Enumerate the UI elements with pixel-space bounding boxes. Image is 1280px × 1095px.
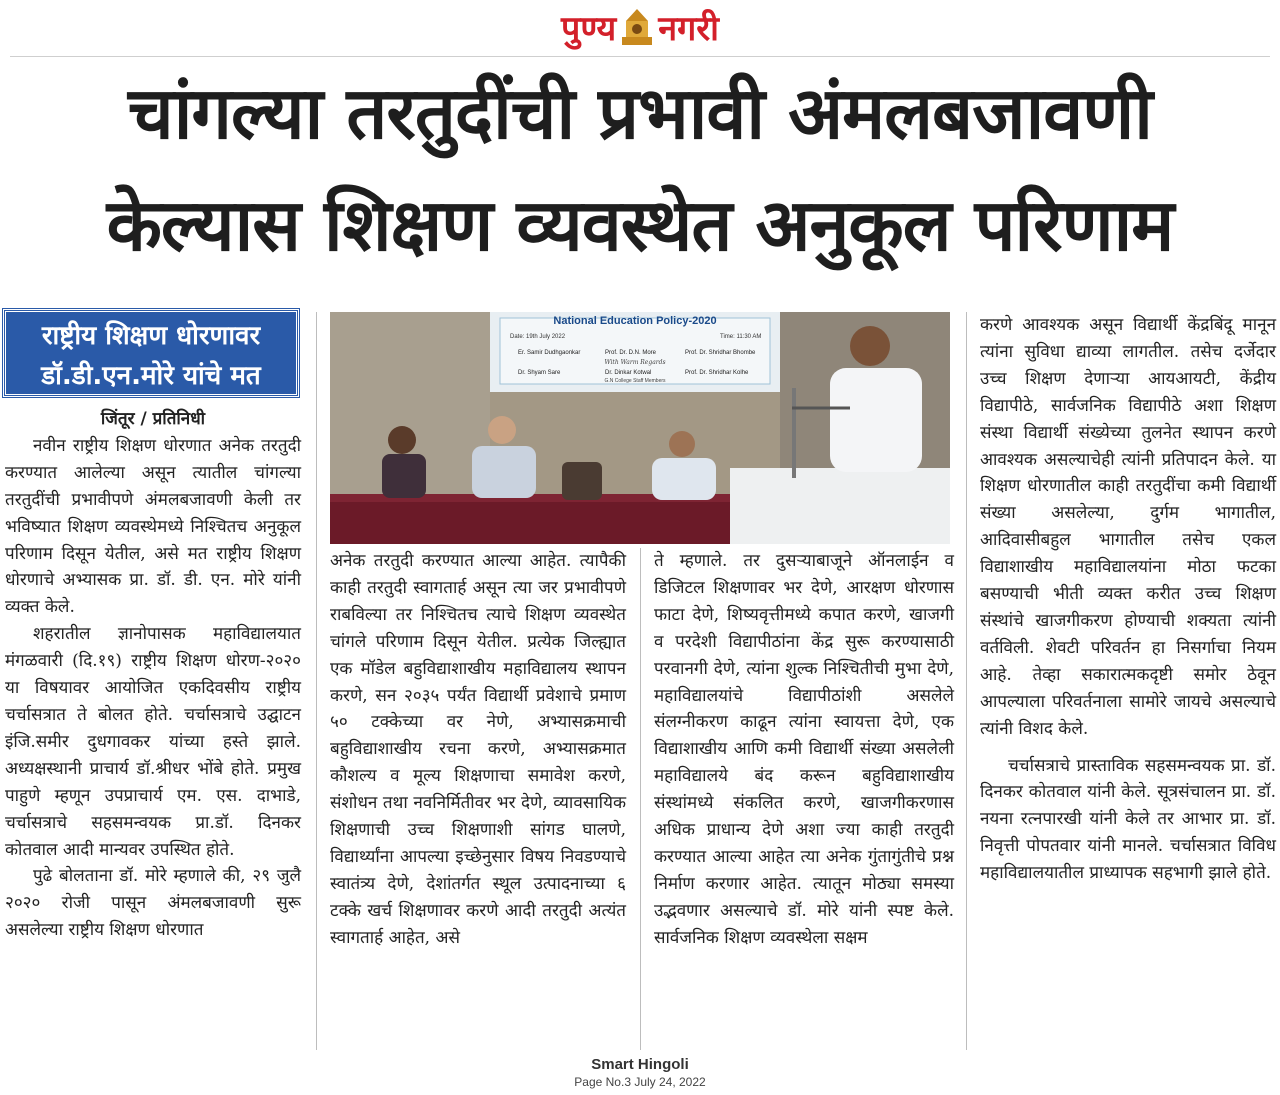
subheading-line-1: राष्ट्रीय शिक्षण धोरणावर bbox=[41, 321, 261, 351]
banner-name-6: Prof. Dr. Shridhar Kolhe bbox=[685, 370, 749, 376]
seminar-photo-illustration bbox=[330, 312, 950, 544]
paragraph: ते म्हणाले. तर दुसऱ्याबाजूने ऑनलाईन व डिजिटल शिक्षणावर भर देणे, आरक्षण धोरणास फाटा देणे, शिष्यवृत्तीमध्ये कपात करणे, खाजगी व परदेशी विद्यापीठांना केंद्र सुरू करण्यासाठी परवानगी देणे, त्यांना शुल्क निश्चितीची मुभा देणे, महाविद्यालयांचे विद्यापीठांशी असलेले संलग्नीकरण काढून त्यांना स्वायत्ता देणे, एक विद्याशाखीय आणि कमी विद्यार्थी संख्या असलेली महाविद्यालये बंद करून बहुविद्याशाखीय संस्थांमध्ये संकलित करणे, खाजगीकरणास अधिक प्राधान्य देणे अशा ज्या काही तरतुदी करण्यात आल्या आहेत त्या अनेक गुंतागुंतीचे प्रश्न निर्माण करणार आहेत. त्यातून मोठ्या समस्या उद्भवणार असल्याचे डॉ. मोरे यांनी स्पष्ट केले. सार्वजनिक शिक्षण व्यवस्थेला सक्षम bbox=[654, 551, 954, 948]
banner-name-4: Dr. Shyam Sare bbox=[518, 370, 561, 376]
article-column-2 bbox=[330, 548, 626, 952]
footer-page-info: Page No.3 July 24, 2022 bbox=[574, 1075, 706, 1089]
masthead-divider bbox=[10, 56, 1270, 57]
column-rule bbox=[316, 312, 317, 1050]
event-photo bbox=[330, 312, 950, 544]
subheading-line-2: डॉ.डी.एन.मोरे यांचे मत bbox=[41, 361, 261, 391]
headline-line-2: केल्यास शिक्षण व्यवस्थेत अनुकूल परिणाम bbox=[106, 183, 1174, 267]
paragraph: नवीन राष्ट्रीय शिक्षण धोरणात अनेक तरतुदी करण्यात आलेल्या असून त्यातील चांगल्या तरतुदींची प्रभावीपणे अंमलबजावणी केली तर भविष्यात शिक्षण व्यवस्थेमध्ये निश्चितच अनुकूल परिणाम दिसून येतील, असे मत राष्ट्रीय शिक्षण धोरणाचे अभ्यासक प्रा. डॉ. डी. एन. मोरे यांनी व्यक्त केले. bbox=[5, 435, 301, 618]
logo-text-left: पुण्य bbox=[561, 9, 617, 49]
article-column-1 bbox=[5, 409, 301, 944]
headline-line-1: चांगल्या तरतुदींची प्रभावी अंमलबजावणी bbox=[128, 71, 1152, 155]
paragraph: पुढे बोलताना डॉ. मोरे म्हणाले की, २९ जुलै २०२० रोजी पासून अंमलबजावणी सुरू असलेल्या राष्ट्रीय शिक्षण धोरणात bbox=[5, 866, 301, 941]
dateline: जिंतूर / प्रतिनिधी bbox=[100, 409, 206, 429]
banner-name-1: Er. Samir Dudhgaonkar bbox=[518, 350, 581, 356]
newspaper-logo bbox=[561, 4, 719, 50]
banner-date: Date: 19th July 2022 bbox=[510, 334, 566, 340]
subheading-box bbox=[3, 309, 299, 397]
footer bbox=[0, 1056, 1280, 1090]
masthead bbox=[0, 4, 1280, 52]
column-rule bbox=[966, 312, 967, 1050]
paragraph: चर्चासत्राचे प्रास्ताविक सहसमन्वयक प्रा. डॉ. दिनकर कोतवाल यांनी केले. सूत्रसंचालन प्रा. डॉ. नयना रत्नपारखी यांनी केले तर आभार प्रा. डॉ. निवृत्ती पोपतवार यांनी मानले. चर्चासत्रात विविध महाविद्यालयातील प्राध्यापक सहभागी झाले होते. bbox=[980, 755, 1276, 884]
article-column-3 bbox=[654, 548, 954, 952]
banner-name-5: Dr. Dinkar Kotwal bbox=[605, 370, 652, 376]
paragraph: अनेक तरतुदी करण्यात आल्या आहेत. त्यापैकी काही तरतुदी स्वागतार्ह असून त्या जर प्रभावीपणे राबविल्या तर निश्चितच त्याचे शिक्षण व्यवस्थेत चांगले परिणाम दिसून येतील. प्रत्येक जिल्ह्यात एक मॉडेल बहुविद्याशाखीय महाविद्यालय स्थापन करणे, सन २०३५ पर्यंत विद्यार्थी प्रवेशाचे प्रमाण ५० टक्केच्या वर नेणे, अभ्यासक्रमाची बहुविद्याशाखीय रचना करणे, अभ्यासक्रमात कौशल्य व मूल्य शिक्षणाचा समावेश करणे, संशोधन तथा नवनिर्मितीवर भर देणे, व्यावसायिक शिक्षणाची उच्च शिक्षणाशी सांगड घालणे, विद्यार्थ्यांना आपल्या इच्छेनुसार विषय निवडण्याचे स्वातंत्र्य देणे, देशांतर्गत स्थूल उत्पादनाच्या ६ टक्के खर्च शिक्षणावर करणे आदी तरतुदी अत्यंत स्वागतार्ह आहेत, असे bbox=[330, 551, 626, 948]
banner-regards: With Warm Regards bbox=[604, 359, 666, 366]
banner-footer: G.N College Staff Members bbox=[604, 378, 666, 384]
column-rule bbox=[640, 548, 641, 1050]
banner-time: Time: 11:30 AM bbox=[720, 334, 762, 340]
banner-name-2: Prof. Dr. D.N. More bbox=[605, 350, 657, 356]
banner-name-3: Prof. Dr. Shridhar Bhombe bbox=[685, 350, 756, 356]
logo-text-right: नगरी bbox=[658, 9, 719, 49]
footer-source: Smart Hingoli bbox=[591, 1056, 689, 1073]
paragraph: करणे आवश्यक असून विद्यार्थी केंद्रबिंदू मानून त्यांना सुविधा द्याव्या लागतील. तसेच दर्जेदार उच्च शिक्षण देणाऱ्या आयआयटी, केंद्रीय विद्यापीठे, सार्वजनिक विद्यापीठे अशा शिक्षण संस्था विद्यार्थी संख्येच्या तुलनेत स्थापन करणे आवश्यक असल्याचेही त्यांनी प्रतिपादन केले. या शिक्षण धोरणातील काही तरतुदींचा कमी विद्यार्थी संख्या असलेल्या, दुर्गम भागातील, आदिवासीबहुल भागातील तसेच एकल विद्याशाखीय महाविद्यालयांना मोठा फटका बसण्याची भीती व्यक्त करीत उच्च शिक्षण संस्थांचे खाजगीकरण होण्याची शक्यता त्यांनी वर्तविली. शेवटी परिवर्तन हा निसर्गाचा नियम आहे. तेव्हा सकारात्मकदृष्टी समोर ठेवून आपल्याला परिवर्तनाला सामोरे जायचे असल्याचे त्यांनी विशद केले. bbox=[980, 315, 1276, 739]
paragraph: शहरातील ज्ञानोपासक महाविद्यालयात मंगळवारी (दि.१९) राष्ट्रीय शिक्षण धोरण-२०२० या विषयावर आयोजित एकदिवसीय राष्ट्रीय चर्चासत्रात ते बोलत होते. चर्चासत्राचे उद्घाटन इंजि.समीर दुधगावकर यांच्या हस्ते झाले. अध्यक्षस्थानी प्राचार्य डॉ.श्रीधर भोंबे होते. प्रमुख पाहुणे म्हणून उपप्राचार्य एम. एस. दाभाडे, चर्चासत्राचे सहसमन्वयक प्रा.डॉ. दिनकर कोतवाल आदी मान्यवर उपस्थित होते. bbox=[5, 624, 301, 860]
article-column-4 bbox=[980, 312, 1276, 887]
banner-title: National Education Policy-2020 bbox=[553, 315, 717, 327]
temple-emblem-icon bbox=[620, 7, 654, 47]
